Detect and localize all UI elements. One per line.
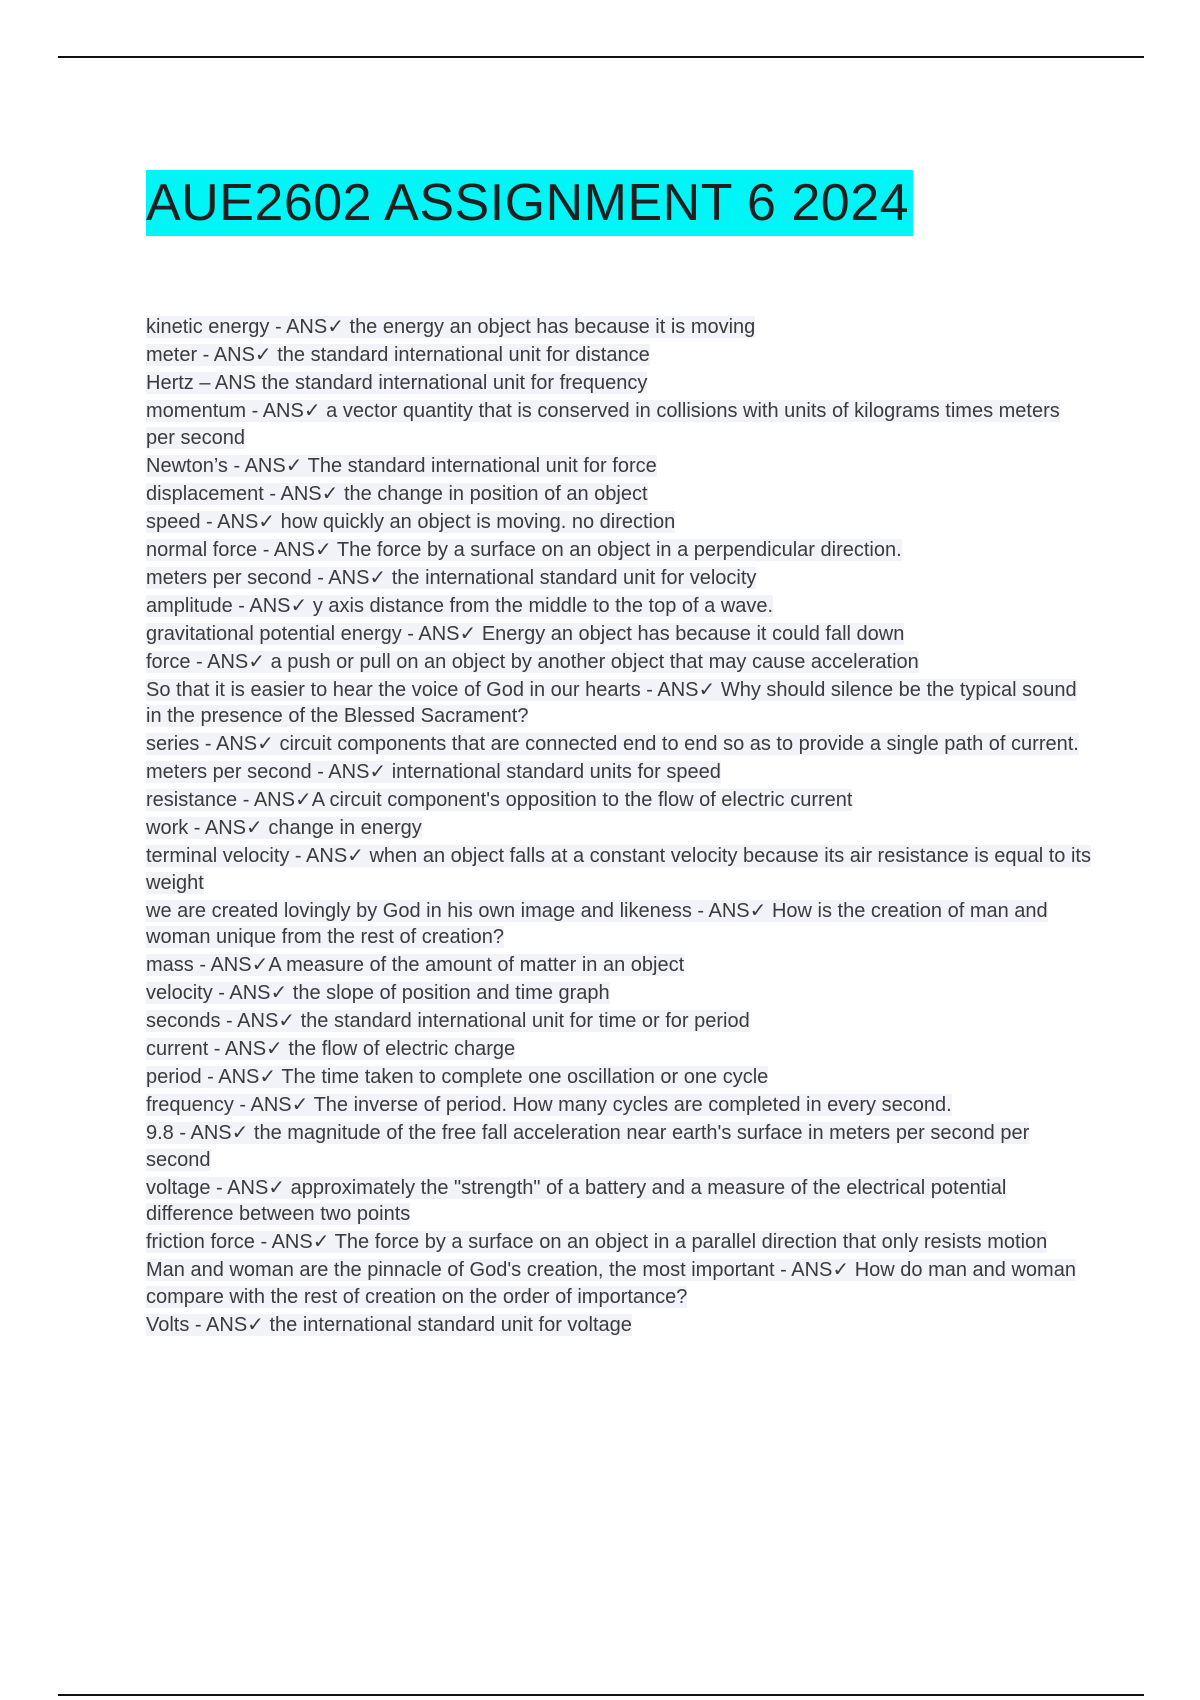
qa-entry: frequency - ANS✓ The inverse of period. How many cycles are completed in every second. — [146, 1094, 952, 1116]
qa-entry: meters per second - ANS✓ the international standard unit for velocity — [146, 566, 757, 589]
qa-entry: Volts - ANS✓ the international standard unit for voltage — [146, 1313, 632, 1336]
qa-entry: 9.8 - ANS✓ the magnitude of the free fall acceleration near earth's surface in meters per second per second — [146, 1122, 1030, 1171]
qa-entry: series - ANS✓ circuit components that are connected end to end so as to provide a single path of current. — [146, 733, 1079, 755]
qa-entry: speed - ANS✓ how quickly an object is moving. no direction — [146, 510, 676, 533]
qa-entry: we are created lovingly by God in his own image and likeness - ANS✓ How is the creation of man and woman unique from the rest of creation? — [146, 899, 1048, 948]
title-block — [146, 170, 913, 236]
qa-entry: kinetic energy - ANS✓ the energy an object has because it is moving — [146, 316, 756, 338]
qa-entry: resistance - ANS✓A circuit component's opposition to the flow of electric current — [146, 789, 853, 811]
qa-entry: meter - ANS✓ the standard international unit for distance — [146, 344, 650, 366]
qa-entry: friction force - ANS✓ The force by a surface on an object in a parallel direction that only resists motion — [146, 1231, 1048, 1253]
bottom-rule — [58, 1694, 1144, 1696]
qa-entry: displacement - ANS✓ the change in position of an object — [146, 482, 648, 505]
qa-entry: voltage - ANS✓ approximately the "strength" of a battery and a measure of the electrical potential difference between two points — [146, 1176, 1007, 1225]
document-title: AUE2602 ASSIGNMENT 6 2024 — [146, 170, 913, 236]
qa-entry: normal force - ANS✓ The force by a surface on an object in a perpendicular direction. — [146, 538, 902, 561]
qa-entry: Man and woman are the pinnacle of God's creation, the most important - ANS✓ How do man and woman compare with the rest of creation on the order of importance? — [146, 1259, 1076, 1308]
qa-entry: force - ANS✓ a push or pull on an object by another object that may cause acceleration — [146, 650, 919, 673]
qa-entry: period - ANS✓ The time taken to complete one oscillation or one cycle — [146, 1066, 769, 1088]
top-rule — [58, 56, 1144, 58]
qa-entry: seconds - ANS✓ the standard international unit for time or for period — [146, 1010, 750, 1032]
qa-entry: amplitude - ANS✓ y axis distance from the middle to the top of a wave. — [146, 594, 774, 617]
qa-entry: current - ANS✓ the flow of electric charge — [146, 1038, 516, 1060]
qa-entry: momentum - ANS✓ a vector quantity that is conserved in collisions with units of kilograms times meters per second — [146, 400, 1060, 449]
qa-entry: velocity - ANS✓ the slope of position and time graph — [146, 982, 610, 1004]
qa-entry: Newton’s - ANS✓ The standard international unit for force — [146, 454, 657, 477]
qa-entry: work - ANS✓ change in energy — [146, 817, 422, 839]
qa-entry: mass - ANS✓A measure of the amount of matter in an object — [146, 954, 685, 976]
qa-entry: So that it is easier to hear the voice of God in our hearts - ANS✓ Why should silence be the typical sound in the presence of the Blessed Sacrament? — [146, 678, 1077, 727]
qa-entry: terminal velocity - ANS✓ when an object falls at a constant velocity because its air resistance is equal to its weight — [146, 845, 1091, 894]
qa-list — [146, 314, 1092, 1340]
qa-entry: Hertz – ANS the standard international unit for frequency — [146, 372, 648, 394]
qa-entry: gravitational potential energy - ANS✓ Energy an object has because it could fall down — [146, 622, 905, 645]
qa-entry: meters per second - ANS✓ international standard units for speed — [146, 761, 721, 783]
